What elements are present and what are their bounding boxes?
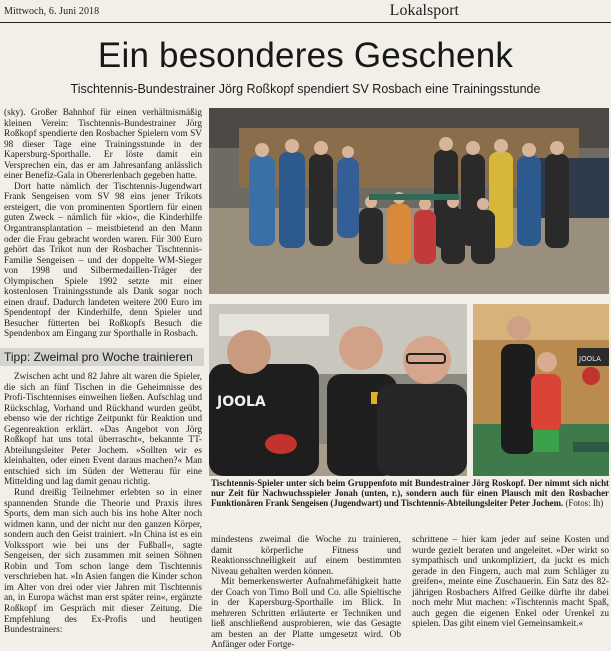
group-photo: [209, 108, 609, 294]
body-column-1-bottom: [4, 372, 202, 636]
group-photo-image: [209, 108, 609, 294]
body-column-3: [412, 535, 609, 630]
jonah-photo: [473, 304, 609, 476]
caption-text: Tischtennis-Spieler unter sich beim Gruppenfoto mit Bundestrainer Jörg Roskopf. Der nimmt sich nicht nur Zeit für Nachwuchsspieler Jonah (unten, r.), sondern auch für einen Plausch mit den Rosbacher Funktionären Frank Sengeisen (Jugendwart) und Tischtennis-Abteilungsleiter Peter Jochem.: [211, 478, 609, 509]
functionaries-photo: [209, 304, 467, 476]
paragraph: Mit bemerkenswerter Aufnahmefähigkeit hatte der Coach von Timo Boll und Co. alle Spieltische in der Kapersburg-Sporthalle im Blick. In mehreren Schritten erläuterte er Techniken und ließ anschließend ausprobieren, wie das Gesagte am besten an der Platte umgesetzt wird. Ob Anfänger oder Fortge-: [211, 577, 401, 651]
body-column-2: [211, 535, 401, 651]
issue-date: Mittwoch, 6. Juni 2018: [4, 6, 100, 17]
paragraph: Rund dreißig Teilnehmer erlebten so in einer spannenden Stunde die Theorie und Praxis ihres Sports, dem man sich auch bis ins hohe Alter noch widmen kann, und der nicht nur den ganzen Körper, sondern auch den Geist trainiert. »In China ist es ein Volkssport wie bei uns der Fußball«, sagte Sengeisen, der sich zusammen mit seinen Söhnen Robin und Tom schon lange dem Tischtennis verschrieben hat. »In Asien fangen die Kinder schon im Alter von drei oder vier Jahren mit Tischtennis an, in Europa wächst man erst später rein«, ergänzte Roßkopf im Gespräch mit dieser Zeitung. Die Empfehlung des Ex-Profis und heutigen Bundestrainers:: [4, 488, 202, 636]
section-title: Lokalsport: [389, 2, 459, 19]
paragraph: Dort hatte nämlich der Tischtennis-Jugendwart Frank Sengeisen vom SV 98 eins jener Trikots ersteigert, die von prominenten Sportlern für einen guten Zweck – nämlich für »kio«, die Kinderhilfe Organtransplantation – meistbietend an den Mann oder die Frau gebracht worden waren. Für 300 Euro gehört das Trikot nun der Rosbacher Tischtennis-Familie Sengeisen – und der doppelte WM-Sieger von 1998 und Silbermedaillen-Träger der Olympischen Spiele 1992 setzte mit einer kostenlosen Trainingsstunde als Dank sogar noch einen drauf. Dadurch landeten weitere 200 Euro im Spendentopf der Kinderhilfe, denn Spieler und Besucher fütterten bei Roßkopfs Besuch die Spendenbox am Eingang zur Sporthalle in Rosbach.: [4, 181, 202, 340]
subsection-heading: Tipp: Zweimal pro Woche trainieren: [0, 348, 204, 366]
paragraph: schrittene – hier kam jeder auf seine Kosten und wurde gezielt beraten und angeleitet. »Der wirkt so sympathisch und unkompliziert, da juckt es mich gerade in den Fingern, auch mal zum Schläger zu greifen«, meinte eine Zuschauerin. Ein Satz des 82-jährigen Rosbachers Alfred Geilke dürfte ihr dabei noch mehr Mut machen: »Tischtennis macht Spaß, auch gegen die eigenen Enkel oder Urenkel zu spielen. Das gibt einem viel Gemeinsamkeit.«: [412, 535, 609, 630]
jonah-photo-image: [473, 304, 609, 476]
body-column-1-top: [4, 108, 202, 340]
jersey-lettering: JOOLA: [217, 394, 266, 410]
header-rule: [0, 22, 611, 23]
photo-caption: [211, 478, 609, 509]
functionaries-photo-image: [209, 304, 467, 476]
paragraph: mindestens zweimal die Woche zu trainieren, damit körperliche Fitness und Reaktionsschnelligkeit auf einem bestimmten Niveau gehalten werden können.: [211, 535, 401, 577]
subheadline: Tischtennis-Bundestrainer Jörg Roßkopf spendiert SV Rosbach eine Trainingsstunde: [70, 82, 541, 96]
banner-lettering: JOOLA: [579, 355, 601, 363]
paragraph: (sky). Großer Bahnhof für einen verhältnismäßig kleinen Verein: Tischtennis-Bundestrainer Jörg Roßkopf spendierte den Rosbacher Spielern vom SV 98 dieser Tage eine Trainingsstunde in der Kapersburg-Sporthalle. Er löste damit ein Versprechen ein, das er am Jahresanfang anlässlich einer Benefiz-Gala in Obererlenbach gegeben hatte.: [4, 108, 202, 182]
photo-credit: (Fotos: Ih): [565, 498, 604, 509]
headline: Ein besonderes Geschenk: [97, 36, 514, 75]
paragraph: Zwischen acht und 82 Jahre alt waren die Spieler, die sich an fünf Tischen in die Geheimnisse des Profi-Tischtennises einweihen ließen. Aufschlag und Rückschlag, Vorhand und Rückhand wurden geübt, ebenso wie der richtige Zeitpunkt für Reaktion und Gegenreaktion erklärt. »Das Angebot von Jörg Roßkopf hat uns total überrascht«, bekannte TT-Abteilungsleiter Peter Jochem. »Sollten wir es kleinhalten, oder einen Event daraus machen?« Man entschied sich im Süden der Wetterau für eine Mittelding und lag damit genau richtig.: [4, 372, 202, 488]
